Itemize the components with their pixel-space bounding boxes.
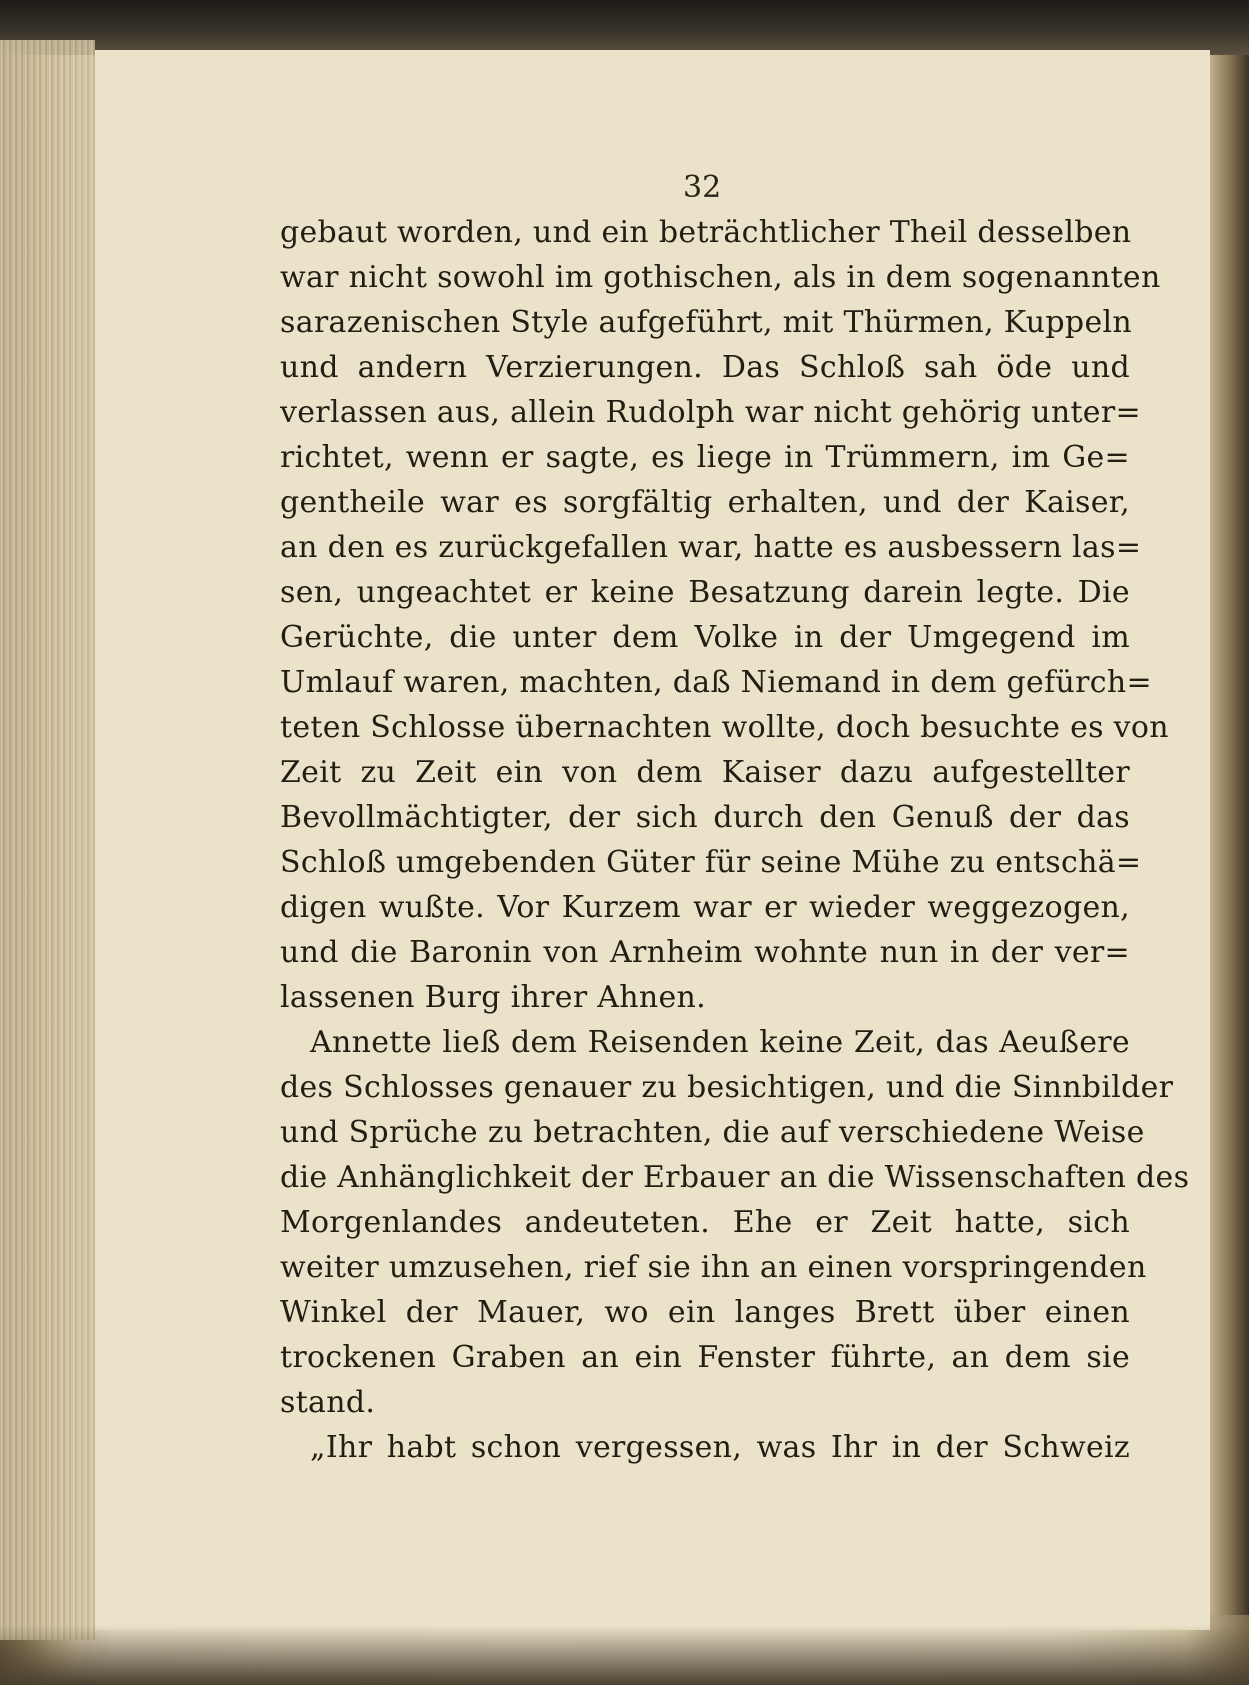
text-line: teten Schlosse übernachten wollte, doch besuchte es von xyxy=(280,710,1169,745)
text-line: trockenen Graben an ein Fenster führte, an dem sie xyxy=(280,1340,1130,1375)
page-edges-left xyxy=(0,40,95,1640)
text-line: stand. xyxy=(280,1385,376,1420)
text-line: Bevollmächtigter, der sich durch den Genuß der das xyxy=(280,800,1130,835)
text-line: die Anhänglichkeit der Erbauer an die Wissenschaften des xyxy=(280,1160,1190,1195)
text-line: Annette ließ dem Reisenden keine Zeit, das Aeußere xyxy=(310,1025,1130,1060)
text-line: lassenen Burg ihrer Ahnen. xyxy=(280,980,707,1015)
text-line: Winkel der Mauer, wo ein langes Brett über einen xyxy=(280,1295,1130,1330)
text-line: Schloß umgebenden Güter für seine Mühe zu entschä= xyxy=(280,845,1142,880)
text-line: des Schlosses genauer zu besichtigen, und die Sinnbilder xyxy=(280,1070,1174,1105)
book-cover-top xyxy=(0,0,1249,55)
text-line: weiter umzusehen, rief sie ihn an einen vorspringenden xyxy=(280,1250,1147,1285)
text-line: Zeit zu Zeit ein von dem Kaiser dazu aufgestellter xyxy=(280,755,1130,790)
text-line: war nicht sowohl im gothischen, als in dem sogenannten xyxy=(280,260,1161,295)
page-bottom-shadow xyxy=(0,1625,1249,1685)
text-line: sarazenischen Style aufgeführt, mit Thürmen, Kuppeln xyxy=(280,305,1133,340)
text-line: verlassen aus, allein Rudolph war nicht gehörig unter= xyxy=(280,395,1141,430)
text-line: gebaut worden, und ein beträchtlicher Theil desselben xyxy=(280,215,1132,250)
text-line: richtet, wenn er sagte, es liege in Trümmern, im Ge= xyxy=(280,440,1130,475)
text-line: und andern Verzierungen. Das Schloß sah öde und xyxy=(280,350,1130,385)
page-number: 32 xyxy=(683,170,722,205)
text-line: an den es zurückgefallen war, hatte es ausbessern las= xyxy=(280,530,1142,565)
text-line: und Sprüche zu betrachten, die auf verschiedene Weise xyxy=(280,1115,1145,1150)
text-line: Umlauf waren, machten, daß Niemand in dem gefürch= xyxy=(280,665,1152,700)
text-line: „Ihr habt schon vergessen, was Ihr in der Schweiz xyxy=(310,1430,1130,1465)
text-line: und die Baronin von Arnheim wohnte nun in der ver= xyxy=(280,935,1130,970)
text-line: Morgenlandes andeuteten. Ehe er Zeit hatte, sich xyxy=(280,1205,1130,1240)
text-line: digen wußte. Vor Kurzem war er wieder weggezogen, xyxy=(280,890,1130,925)
text-line: Gerüchte, die unter dem Volke in der Umgegend im xyxy=(280,620,1130,655)
text-line: sen, ungeachtet er keine Besatzung darein legte. Die xyxy=(280,575,1130,610)
page-edge-right xyxy=(1209,55,1249,1615)
page-text xyxy=(280,210,1190,1470)
text-line: gentheile war es sorgfältig erhalten, und der Kaiser, xyxy=(280,485,1130,520)
